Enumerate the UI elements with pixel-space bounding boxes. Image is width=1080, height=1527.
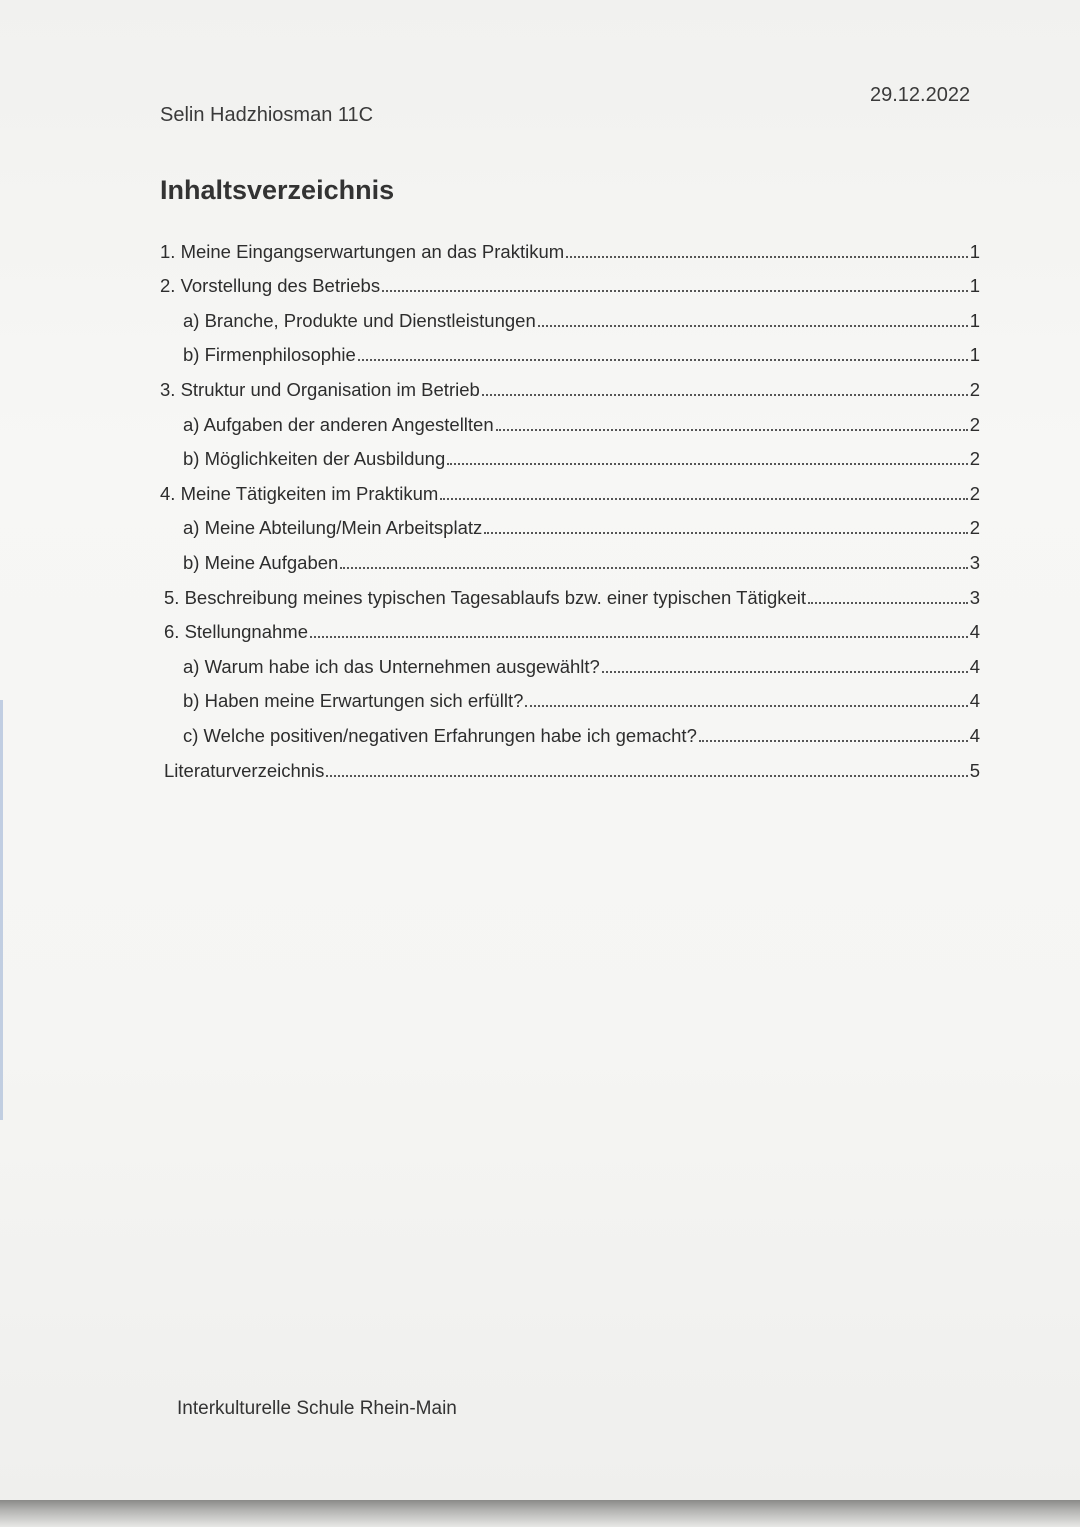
toc-page-number: 5 (969, 759, 980, 781)
toc-page-number: 1 (969, 344, 980, 366)
toc-page-number: 3 (969, 551, 980, 573)
toc-page-number: 1 (969, 275, 980, 297)
dot-leader (538, 325, 968, 327)
toc-entry (160, 332, 980, 367)
toc-entry-label: 6. Stellungnahme (164, 621, 308, 643)
toc-entry-label: Literaturverzeichnis (164, 759, 325, 781)
toc-entry (160, 539, 980, 574)
toc-page-number: 2 (969, 448, 980, 470)
toc-entry-label: a) Branche, Produkte und Dienstleistungen (183, 309, 536, 331)
toc-entry (160, 747, 980, 782)
toc-entry-label: b) Haben meine Erwartungen sich erfüllt? (183, 690, 524, 712)
toc-entry (160, 470, 980, 505)
page-title: Inhaltsverzeichnis (160, 175, 395, 205)
toc-page-number: 2 (969, 378, 980, 400)
toc-entry (160, 228, 980, 263)
toc-page-number: 3 (969, 586, 980, 608)
toc-entry (160, 712, 980, 747)
dot-leader (326, 775, 967, 777)
toc-entry-label: 4. Meine Tätigkeiten im Praktikum (160, 482, 439, 504)
school-footer: Interkulturelle Schule Rhein-Main (177, 1398, 457, 1419)
dot-leader (484, 532, 967, 534)
dot-leader (525, 705, 967, 707)
toc-entry-label: b) Firmenphilosophie (183, 344, 356, 366)
dot-leader (566, 256, 968, 258)
dot-leader (310, 636, 968, 638)
toc-page-number: 2 (969, 517, 980, 539)
dot-leader (358, 359, 968, 361)
toc-page-number: 4 (969, 690, 980, 712)
toc-entry-label: a) Warum habe ich das Unternehmen ausgewählt? (183, 655, 600, 677)
author-line: Selin Hadzhiosman 11C (160, 104, 374, 126)
dot-leader (602, 671, 968, 673)
toc-page-number: 2 (969, 482, 980, 504)
table-of-contents (160, 228, 980, 782)
toc-entry-label: 2. Vorstellung des Betriebs (160, 275, 381, 297)
toc-entry (160, 401, 980, 436)
dot-leader (440, 498, 967, 500)
dot-leader (340, 567, 967, 569)
dot-leader (496, 429, 968, 431)
date: 29.12.2022 (870, 84, 971, 106)
toc-page-number: 1 (969, 240, 980, 262)
dot-leader (482, 394, 968, 396)
toc-entry (160, 297, 980, 332)
toc-entry (160, 366, 980, 401)
dot-leader (699, 740, 968, 742)
toc-entry-label: c) Welche positiven/negativen Erfahrungen habe ich gemacht? (183, 724, 697, 746)
toc-page-number: 1 (969, 309, 980, 331)
toc-entry (160, 505, 980, 540)
toc-entry-label: b) Möglichkeiten der Ausbildung (183, 448, 446, 470)
toc-entry-label: a) Aufgaben der anderen Angestellten (183, 413, 494, 435)
dot-leader (808, 602, 968, 604)
toc-entry-label: 5. Beschreibung meines typischen Tagesablaufs bzw. einer typischen Tätigkeit (164, 586, 807, 608)
toc-page-number: 4 (969, 655, 980, 677)
dot-leader (382, 290, 968, 292)
toc-entry-label: 1. Meine Eingangserwartungen an das Praktikum (160, 240, 565, 262)
scan-edge (0, 700, 3, 1120)
toc-entry-label: a) Meine Abteilung/Mein Arbeitsplatz (183, 517, 483, 539)
toc-entry (160, 678, 980, 713)
toc-entry (160, 643, 980, 678)
dot-leader (447, 463, 967, 465)
toc-entry (160, 263, 980, 298)
toc-page-number: 4 (969, 621, 980, 643)
toc-page-number: 2 (969, 413, 980, 435)
toc-entry (160, 436, 980, 471)
toc-entry (160, 574, 980, 609)
scan-bottom-edge (0, 1500, 1080, 1527)
toc-entry-label: b) Meine Aufgaben (183, 551, 339, 573)
toc-entry-label: 3. Struktur und Organisation im Betrieb (160, 378, 480, 400)
toc-entry (160, 609, 980, 644)
toc-page-number: 4 (969, 724, 980, 746)
